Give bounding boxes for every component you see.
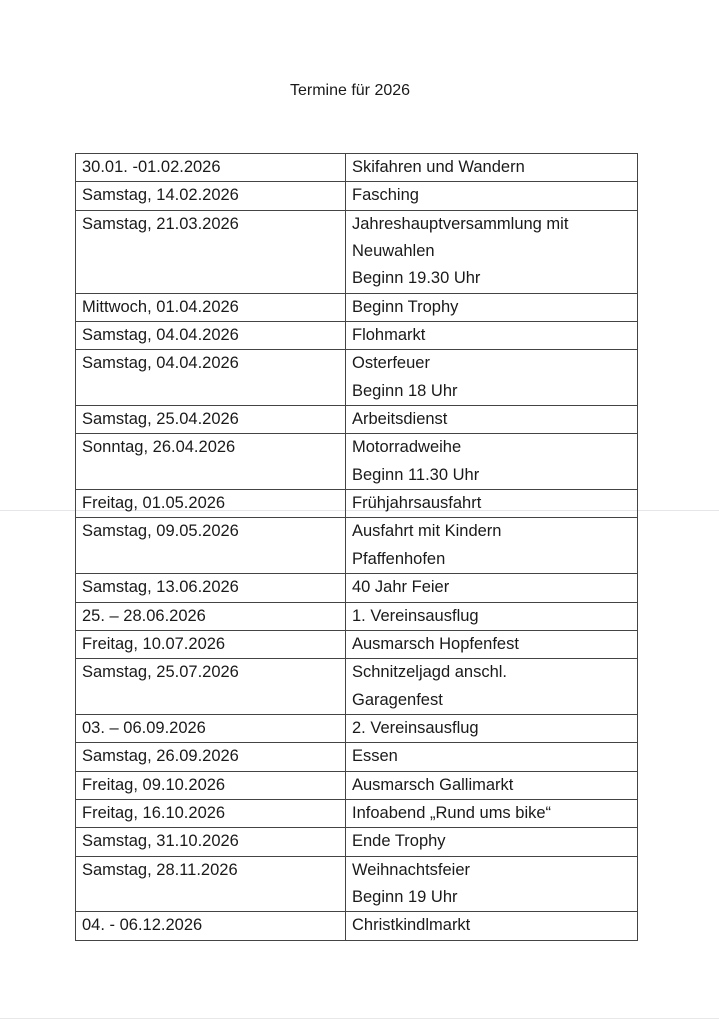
table-row xyxy=(76,574,638,602)
event-line: Osterfeuer xyxy=(352,354,430,373)
table-row xyxy=(76,714,638,742)
event-line: Ausmarsch Gallimarkt xyxy=(352,775,514,794)
table-row xyxy=(76,856,638,912)
event-line: Arbeitsdienst xyxy=(352,410,448,429)
event-line: Beginn 11.30 Uhr xyxy=(352,465,480,484)
event-cell xyxy=(346,659,638,715)
table-row xyxy=(76,771,638,799)
event-cell xyxy=(346,322,638,350)
date-cell: Samstag, 21.03.2026 xyxy=(76,210,346,293)
date-cell: Freitag, 10.07.2026 xyxy=(76,630,346,658)
event-line: Ausmarsch Hopfenfest xyxy=(352,634,519,653)
event-cell xyxy=(346,714,638,742)
event-line: Skifahren und Wandern xyxy=(352,158,525,176)
table-row xyxy=(76,350,638,406)
event-cell xyxy=(346,912,638,940)
table-row xyxy=(76,912,638,940)
date-cell: Freitag, 09.10.2026 xyxy=(76,771,346,799)
event-cell xyxy=(346,771,638,799)
table-row xyxy=(76,434,638,490)
event-line: Fasching xyxy=(352,186,419,205)
date-cell: Samstag, 09.05.2026 xyxy=(76,518,346,574)
event-cell xyxy=(346,518,638,574)
table-row xyxy=(76,182,638,210)
event-line: Flohmarkt xyxy=(352,326,426,345)
event-cell xyxy=(346,293,638,321)
event-line: Beginn 19 Uhr xyxy=(352,887,458,906)
event-cell xyxy=(346,154,638,182)
event-line: Garagenfest xyxy=(352,690,443,709)
scan-edge-line xyxy=(0,1018,719,1019)
event-line: Schnitzeljagd anschl. xyxy=(352,663,508,682)
table-row xyxy=(76,828,638,856)
event-line: Christkindlmarkt xyxy=(352,916,471,935)
table-row xyxy=(76,490,638,518)
table-row xyxy=(76,154,638,182)
event-line: Ausfahrt mit Kindern xyxy=(352,522,502,541)
table-row xyxy=(76,743,638,771)
table-row xyxy=(76,406,638,434)
table-row xyxy=(76,630,638,658)
date-cell: 04. - 06.12.2026 xyxy=(76,912,346,940)
event-line: Pfaffenhofen xyxy=(352,549,446,568)
table-row xyxy=(76,322,638,350)
table-row xyxy=(76,659,638,715)
date-cell: Samstag, 31.10.2026 xyxy=(76,828,346,856)
page-title: Termine für 2026 xyxy=(289,82,411,99)
date-cell: Samstag, 13.06.2026 xyxy=(76,574,346,602)
date-cell: Samstag, 14.02.2026 xyxy=(76,182,346,210)
event-line: 1. Vereinsausflug xyxy=(352,606,479,625)
date-cell: Samstag, 04.04.2026 xyxy=(76,322,346,350)
event-line: Beginn 18 Uhr xyxy=(352,381,458,400)
event-cell xyxy=(346,799,638,827)
date-cell: Freitag, 01.05.2026 xyxy=(76,490,346,518)
event-line: Neuwahlen xyxy=(352,242,435,261)
schedule-table xyxy=(75,153,638,941)
event-line: Motorradweihe xyxy=(352,438,462,457)
event-line: Ende Trophy xyxy=(352,832,446,851)
event-cell xyxy=(346,630,638,658)
date-cell: Samstag, 28.11.2026 xyxy=(76,856,346,912)
table-row xyxy=(76,293,638,321)
event-cell xyxy=(346,574,638,602)
event-cell xyxy=(346,490,638,518)
event-line: Essen xyxy=(352,747,398,766)
event-line: Jahreshauptversammlung mit xyxy=(352,214,569,233)
event-cell xyxy=(346,602,638,630)
event-cell xyxy=(346,434,638,490)
event-cell xyxy=(346,856,638,912)
date-cell: Samstag, 25.04.2026 xyxy=(76,406,346,434)
event-cell xyxy=(346,743,638,771)
event-cell xyxy=(346,182,638,210)
table-row xyxy=(76,210,638,293)
date-cell: 25. – 28.06.2026 xyxy=(76,602,346,630)
date-cell: Mittwoch, 01.04.2026 xyxy=(76,293,346,321)
table-row xyxy=(76,602,638,630)
date-cell: Samstag, 04.04.2026 xyxy=(76,350,346,406)
event-line: Beginn Trophy xyxy=(352,297,459,316)
event-line: Frühjahrsausfahrt xyxy=(352,494,482,513)
date-cell: 30.01. -01.02.2026 xyxy=(76,154,346,182)
date-cell: 03. – 06.09.2026 xyxy=(76,714,346,742)
date-cell: Freitag, 16.10.2026 xyxy=(76,799,346,827)
event-cell xyxy=(346,828,638,856)
event-cell xyxy=(346,350,638,406)
event-cell xyxy=(346,406,638,434)
event-line: 2. Vereinsausflug xyxy=(352,718,479,737)
table-row xyxy=(76,799,638,827)
date-cell: Samstag, 26.09.2026 xyxy=(76,743,346,771)
event-line: Weihnachtsfeier xyxy=(352,860,471,879)
event-cell xyxy=(346,210,638,293)
event-line: Beginn 19.30 Uhr xyxy=(352,269,481,288)
date-cell: Sonntag, 26.04.2026 xyxy=(76,434,346,490)
event-line: 40 Jahr Feier xyxy=(352,578,450,597)
table-row xyxy=(76,518,638,574)
event-line: Infoabend „Rund ums bike“ xyxy=(352,803,552,822)
date-cell: Samstag, 25.07.2026 xyxy=(76,659,346,715)
